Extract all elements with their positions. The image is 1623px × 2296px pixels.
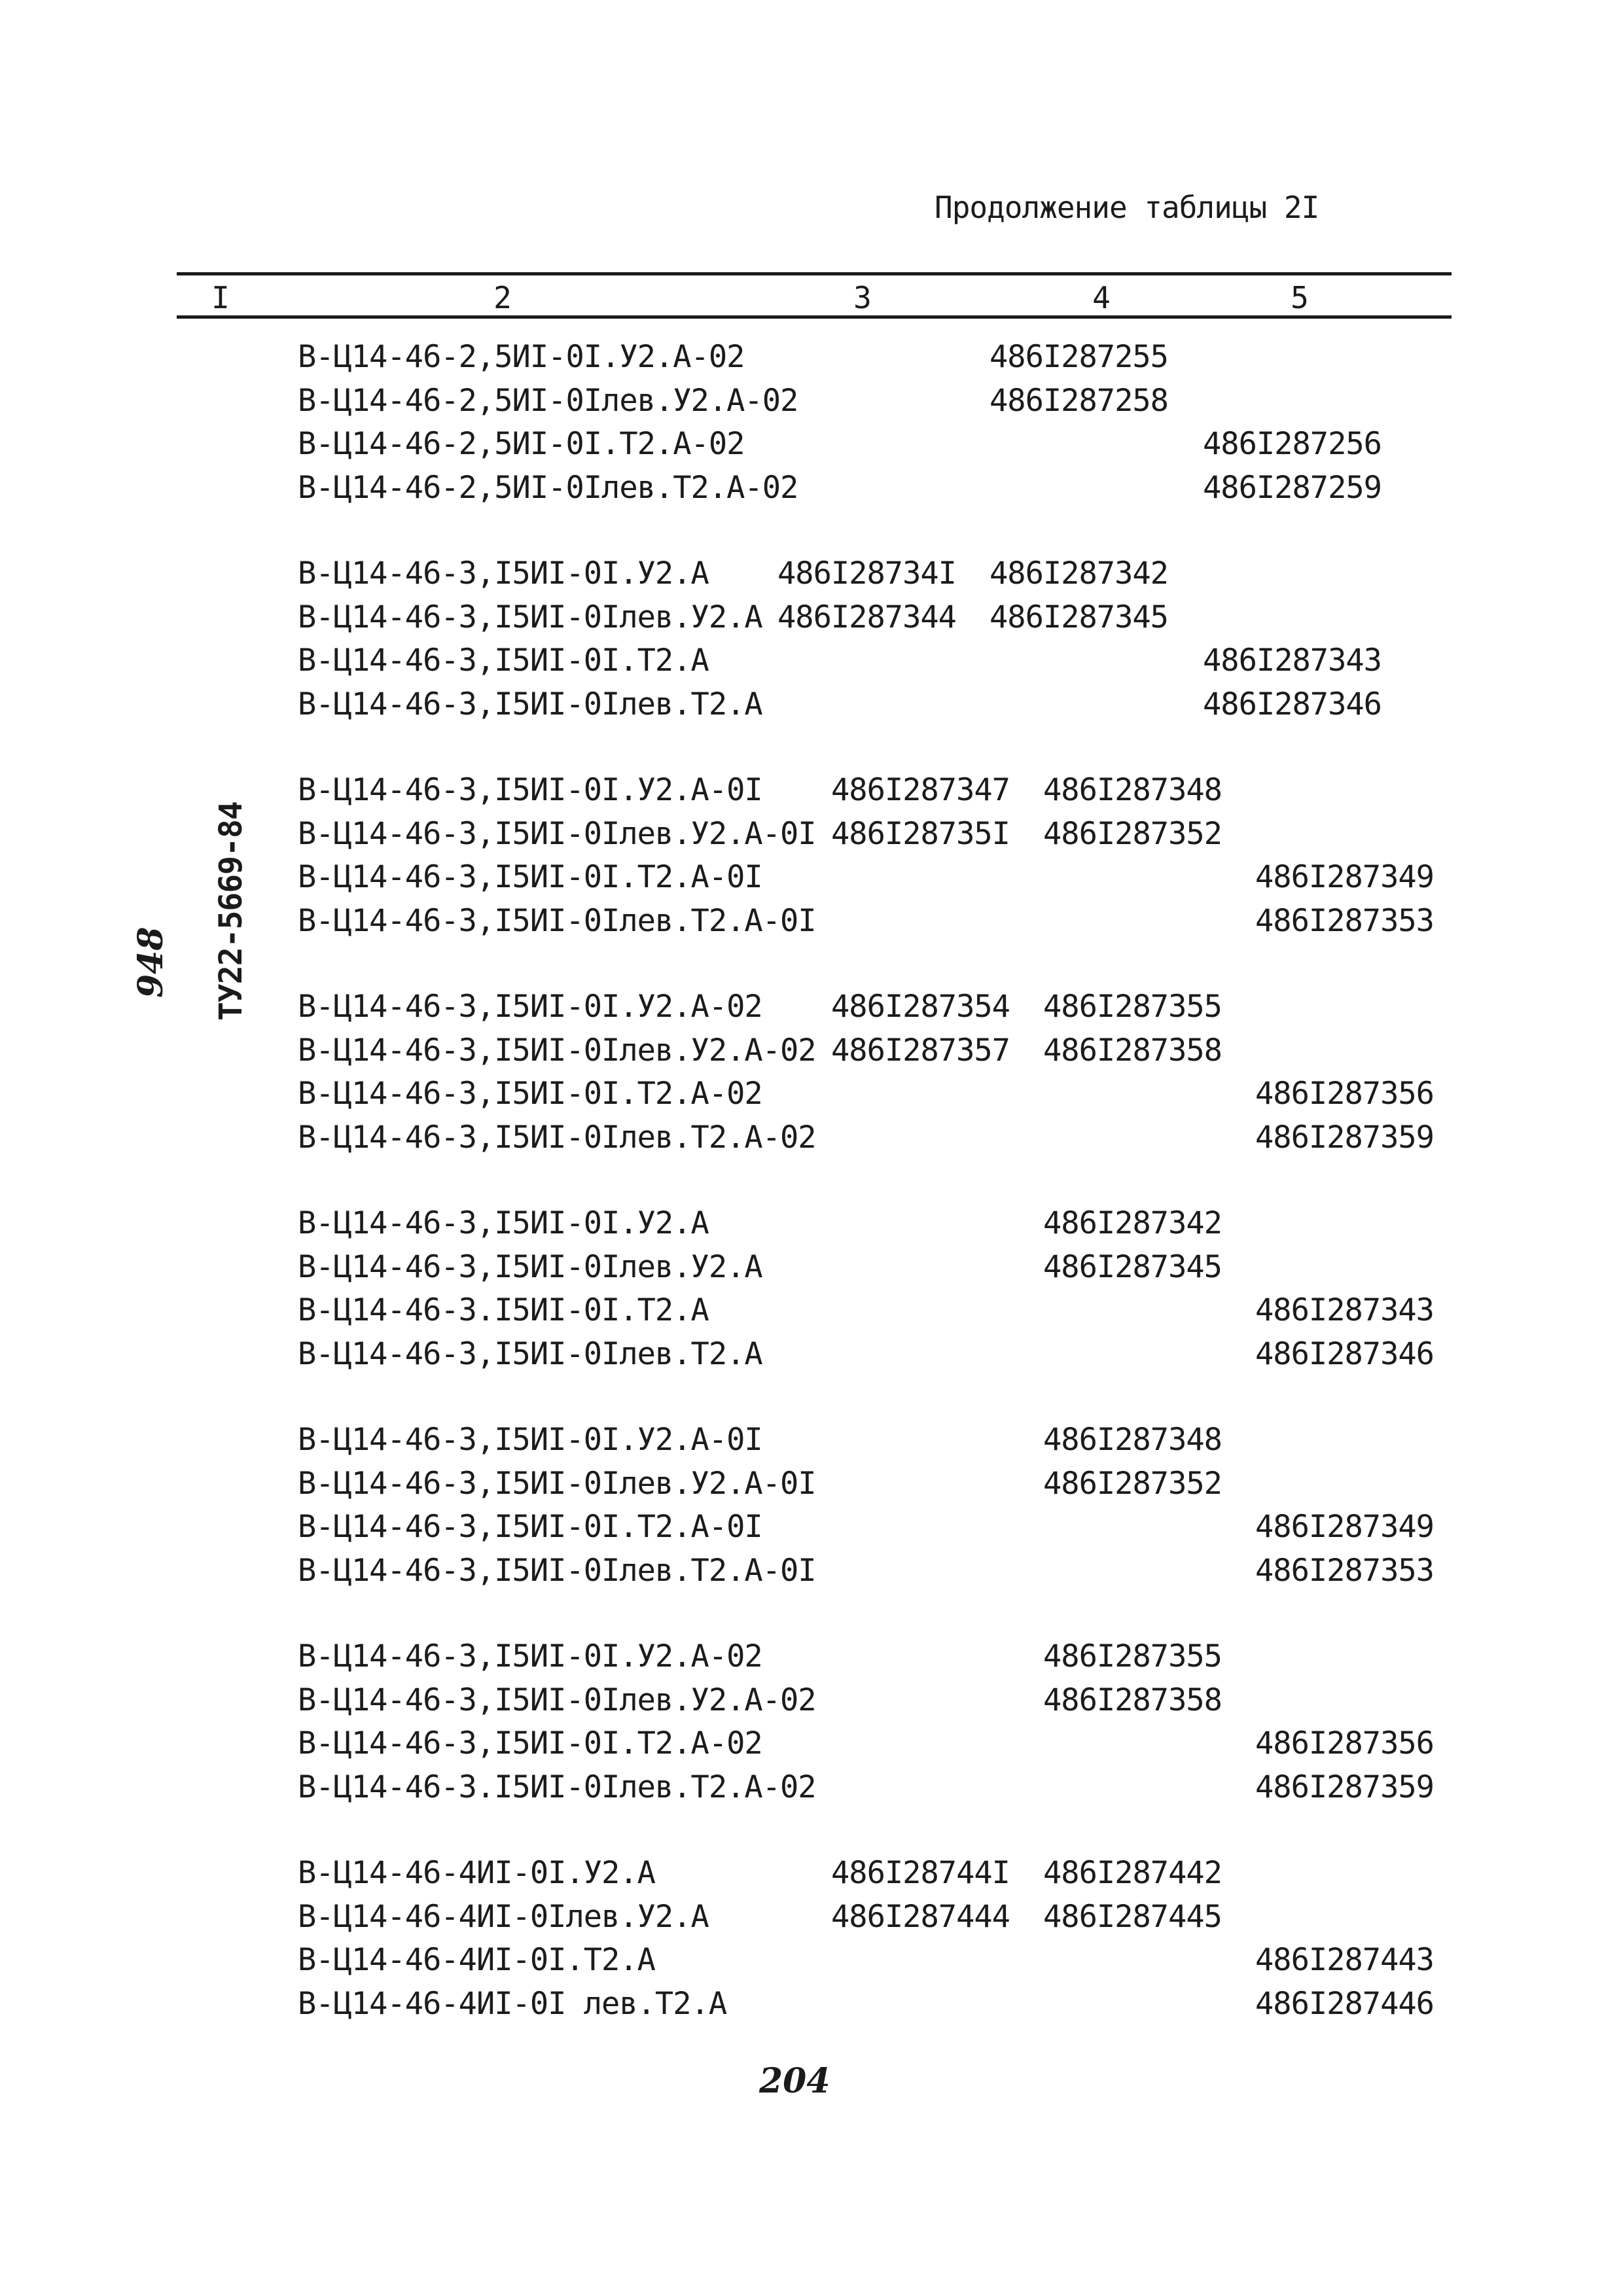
item-code-c4: 486I287358 bbox=[1043, 1032, 1222, 1069]
item-designation: В-Ц14-46-3,I5ИI-0Iлев.У2.А bbox=[298, 599, 762, 635]
item-designation: В-Ц14-46-3.I5ИI-0I.Т2.А bbox=[298, 1292, 709, 1328]
item-designation: В-Ц14-46-2,5ИI-0I.Т2.А-02 bbox=[298, 426, 745, 462]
item-code-c5: 486I287359 bbox=[1255, 1119, 1434, 1156]
item-code-c3: 486I287357 bbox=[831, 1032, 1010, 1069]
item-code-c4: 486I287355 bbox=[1043, 989, 1222, 1025]
item-code-c4: 486I287348 bbox=[1043, 1422, 1222, 1458]
item-code-c5: 486I287443 bbox=[1255, 1942, 1434, 1978]
item-designation: В-Ц14-46-3,I5ИI-0I.У2.А-02 bbox=[298, 1638, 762, 1674]
item-code-c4: 486I287358 bbox=[1043, 1682, 1222, 1718]
item-designation: В-Ц14-46-3,I5ИI-0Iлев.Т2.А bbox=[298, 686, 762, 722]
item-code-c3: 486I28734I bbox=[777, 556, 956, 592]
item-designation: В-Ц14-46-3,I5ИI-0Iлев.У2.А-02 bbox=[298, 1682, 816, 1718]
item-code-c4: 486I287345 bbox=[1043, 1248, 1222, 1285]
item-designation: В-Ц14-46-3,I5ИI-0Iлев.Т2.А-0I bbox=[298, 1552, 816, 1589]
item-code-c5: 486I287446 bbox=[1255, 1985, 1434, 2022]
column-header-2: 2 bbox=[493, 280, 512, 315]
column-header-5: 5 bbox=[1291, 280, 1309, 315]
item-designation: В-Ц14-46-4ИI-0Iлев.У2.А bbox=[298, 1898, 709, 1935]
item-designation: В-Ц14-46-3,I5ИI-0Iлев.У2.А-02 bbox=[298, 1032, 816, 1069]
item-code-c5: 486I287356 bbox=[1255, 1076, 1434, 1112]
item-designation: В-Ц14-46-3,I5ИI-0Iлев.У2.А-0I bbox=[298, 815, 816, 852]
item-designation: В-Ц14-46-3,I5ИI-0Iлев.У2.А-0I bbox=[298, 1465, 816, 1502]
item-designation: В-Ц14-46-3,I5ИI-0I.Т2.А bbox=[298, 643, 709, 679]
item-designation: В-Ц14-46-2,5ИI-0Iлев.У2.А-02 bbox=[298, 382, 798, 419]
item-designation: В-Ц14-46-3,I5ИI-0I.Т2.А-0I bbox=[298, 859, 762, 895]
item-designation: В-Ц14-46-2,5ИI-0I.У2.А-02 bbox=[298, 339, 745, 375]
column-header-1: I bbox=[211, 280, 230, 315]
item-code-c5: 486I287343 bbox=[1203, 643, 1382, 679]
item-designation: В-Ц14-46-3,I5ИI-0I.Т2.А-02 bbox=[298, 1076, 762, 1112]
item-designation: В-Ц14-46-3,I5ИI-0I.У2.А-0I bbox=[298, 772, 762, 808]
item-code-c4: 486I287258 bbox=[990, 382, 1168, 419]
item-designation: В-Ц14-46-3,I5ИI-0I.Т2.А-02 bbox=[298, 1725, 762, 1761]
item-designation: В-Ц14-46-3,I5ИI-0Iлев.У2.А bbox=[298, 1248, 762, 1285]
item-designation: В-Ц14-46-3,I5ИI-0Iлев.Т2.А bbox=[298, 1335, 762, 1372]
item-code-c3: 486I287344 bbox=[777, 599, 956, 635]
item-code-c5: 486I287346 bbox=[1203, 686, 1382, 722]
item-code-c5: 486I287346 bbox=[1255, 1335, 1434, 1372]
item-code-c4: 486I287352 bbox=[1043, 1465, 1222, 1502]
item-designation: В-Ц14-46-3,I5ИI-0I.У2.А bbox=[298, 556, 709, 592]
item-code-c4: 486I287352 bbox=[1043, 815, 1222, 852]
column-header-4: 4 bbox=[1092, 280, 1111, 315]
item-designation: В-Ц14-46-4ИI-0I.У2.А bbox=[298, 1855, 655, 1891]
item-designation: В-Ц14-46-3,I5ИI-0Iлев.Т2.А-0I bbox=[298, 902, 816, 939]
handwritten-side-number: 948 bbox=[131, 927, 171, 998]
item-designation: В-Ц14-46-4ИI-0I лев.Т2.А bbox=[298, 1985, 727, 2022]
item-code-c4: 486I287445 bbox=[1043, 1898, 1222, 1935]
item-code-c4: 486I287345 bbox=[990, 599, 1168, 635]
item-code-c5: 486I287349 bbox=[1255, 1509, 1434, 1545]
item-code-c5: 486I287349 bbox=[1255, 859, 1434, 895]
item-code-c4: 486I287442 bbox=[1043, 1855, 1222, 1891]
item-designation: В-Ц14-46-2,5ИI-0Iлев.Т2.А-02 bbox=[298, 469, 798, 506]
item-designation: В-Ц14-46-3,I5ИI-0I.У2.А bbox=[298, 1205, 709, 1241]
item-code-c5: 486I287353 bbox=[1255, 1552, 1434, 1589]
item-designation: В-Ц14-46-3,I5ИI-0Iлев.Т2.А-02 bbox=[298, 1119, 816, 1156]
document-code-side: ТУ22-5669-84 bbox=[213, 802, 249, 1021]
item-designation: В-Ц14-46-3,I5ИI-0I.Т2.А-0I bbox=[298, 1509, 762, 1545]
item-code-c3: 486I28735I bbox=[831, 815, 1010, 852]
item-code-c4: 486I287342 bbox=[990, 556, 1168, 592]
item-designation: В-Ц14-46-3,I5ИI-0I.У2.А-02 bbox=[298, 989, 762, 1025]
item-designation: В-Ц14-46-3,I5ИI-0I.У2.А-0I bbox=[298, 1422, 762, 1458]
item-code-c3: 486I287444 bbox=[831, 1898, 1010, 1935]
item-designation: В-Ц14-46-4ИI-0I.Т2.А bbox=[298, 1942, 655, 1978]
page-number: 204 bbox=[759, 2061, 830, 2101]
table-continuation-title: Продолжение таблицы 2I bbox=[935, 190, 1319, 225]
item-code-c3: 486I287354 bbox=[831, 989, 1010, 1025]
item-code-c4: 486I287348 bbox=[1043, 772, 1222, 808]
item-code-c4: 486I287355 bbox=[1043, 1638, 1222, 1674]
item-code-c3: 486I287347 bbox=[831, 772, 1010, 808]
item-code-c4: 486I287255 bbox=[990, 339, 1168, 375]
item-code-c5: 486I287259 bbox=[1203, 469, 1382, 506]
item-code-c5: 486I287356 bbox=[1255, 1725, 1434, 1761]
item-code-c5: 486I287353 bbox=[1255, 902, 1434, 939]
item-code-c5: 486I287359 bbox=[1255, 1769, 1434, 1805]
item-code-c4: 486I287342 bbox=[1043, 1205, 1222, 1241]
column-header-3: 3 bbox=[853, 280, 872, 315]
item-code-c5: 486I287343 bbox=[1255, 1292, 1434, 1328]
item-designation: В-Ц14-46-3.I5ИI-0Iлев.Т2.А-02 bbox=[298, 1769, 816, 1805]
item-code-c5: 486I287256 bbox=[1203, 426, 1382, 462]
item-code-c3: 486I28744I bbox=[831, 1855, 1010, 1891]
